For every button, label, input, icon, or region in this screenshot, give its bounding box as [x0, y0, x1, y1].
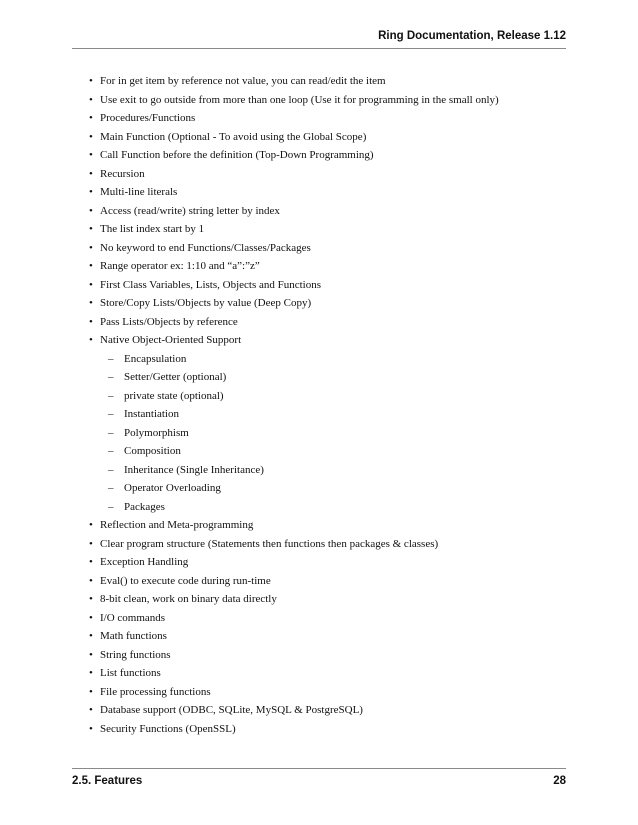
sub-list-item — [88, 387, 568, 406]
bullet-marker: • — [89, 75, 93, 87]
list-item-text: Instantiation — [124, 408, 179, 420]
bullet-marker: • — [89, 667, 93, 679]
list-item — [88, 109, 568, 128]
bullet-marker: • — [89, 260, 93, 272]
list-item — [88, 165, 568, 184]
list-item-text: Access (read/write) string letter by index — [100, 204, 280, 217]
bullet-marker: • — [89, 297, 93, 309]
bullet-marker: • — [89, 204, 93, 217]
list-item-text: No keyword to end Functions/Classes/Packages — [100, 241, 311, 254]
list-item — [88, 720, 568, 739]
dash-marker: – — [108, 408, 114, 420]
list-item — [88, 72, 568, 91]
bullet-marker: • — [89, 630, 93, 642]
list-item — [88, 294, 568, 313]
bullet-marker: • — [89, 334, 93, 346]
feature-list — [88, 72, 568, 738]
list-item-text: Setter/Getter (optional) — [124, 371, 227, 383]
bullet-marker: • — [89, 648, 93, 661]
list-item — [88, 91, 568, 110]
list-item-text: Recursion — [100, 167, 145, 180]
header-title: Ring Documentation, Release 1.12 — [378, 30, 566, 42]
bullet-marker: • — [89, 130, 93, 143]
list-item — [88, 276, 568, 295]
bullet-marker: • — [89, 704, 93, 716]
bullet-marker: • — [89, 556, 93, 568]
list-item-text: Inheritance (Single Inheritance) — [124, 463, 264, 476]
list-item — [88, 609, 568, 628]
bullet-marker: • — [89, 186, 93, 198]
footer-section-title: 2.5. Features — [72, 775, 143, 787]
bullet-marker: • — [89, 167, 93, 180]
list-item-text: Database support (ODBC, SQLite, MySQL & PostgreSQL) — [100, 704, 363, 716]
list-item-text: Native Object-Oriented Support — [100, 334, 242, 346]
list-item-text: Math functions — [100, 630, 167, 642]
bullet-marker: • — [89, 537, 93, 550]
page-number: 28 — [553, 775, 566, 787]
list-item-text: Multi-line literals — [100, 186, 178, 198]
list-item — [88, 331, 568, 350]
list-item — [88, 516, 568, 535]
bullet-marker: • — [89, 241, 93, 254]
list-item-text: Security Functions (OpenSSL) — [100, 722, 236, 735]
sub-list-item — [88, 368, 568, 387]
bullet-marker: • — [89, 519, 93, 531]
bullet-marker: • — [89, 685, 93, 698]
sub-list-item — [88, 461, 568, 480]
dash-marker: – — [108, 482, 114, 494]
sub-list-item — [88, 424, 568, 443]
list-item-text: private state (optional) — [124, 389, 224, 402]
dash-marker: – — [108, 371, 114, 383]
list-item-text: I/O commands — [100, 611, 166, 624]
list-item — [88, 535, 568, 554]
list-item-text: Pass Lists/Objects by reference — [100, 315, 238, 328]
list-item — [88, 202, 568, 221]
bullet-marker: • — [89, 149, 93, 161]
list-item — [88, 183, 568, 202]
list-item-text: String functions — [100, 648, 171, 661]
list-item — [88, 664, 568, 683]
list-item — [88, 553, 568, 572]
list-item-text: Use exit to go outside from more than one loop (Use it for programming in the small only) — [100, 93, 499, 106]
dash-marker: – — [108, 389, 114, 402]
dash-marker: – — [108, 352, 114, 365]
list-item — [88, 239, 568, 258]
sub-list-item — [88, 350, 568, 369]
list-item-text: File processing functions — [100, 685, 211, 698]
sub-list-item — [88, 479, 568, 498]
list-item-text: Reflection and Meta-programming — [100, 519, 254, 531]
list-item-text: Store/Copy Lists/Objects by value (Deep Copy) — [100, 297, 312, 309]
dash-marker: – — [108, 500, 114, 513]
dash-marker: – — [108, 445, 114, 457]
list-item-text: List functions — [100, 667, 161, 679]
list-item — [88, 701, 568, 720]
list-item-text: Call Function before the definition (Top-Down Programming) — [100, 149, 374, 161]
bullet-marker: • — [89, 593, 93, 605]
list-item — [88, 128, 568, 147]
list-item — [88, 683, 568, 702]
list-item — [88, 590, 568, 609]
list-item — [88, 220, 568, 239]
sub-list-item — [88, 405, 568, 424]
list-item-text: For in get item by reference not value, you can read/edit the item — [100, 75, 386, 87]
list-item-text: Clear program structure (Statements then functions then packages & classes) — [100, 537, 439, 550]
list-item-text: Polymorphism — [124, 426, 189, 439]
dash-marker: – — [108, 463, 114, 476]
bullet-marker: • — [89, 611, 93, 624]
list-item-text: Encapsulation — [124, 352, 187, 365]
page-footer — [72, 768, 566, 789]
bullet-marker: • — [89, 112, 93, 124]
bullet-marker: • — [89, 223, 93, 235]
list-item-text: Packages — [124, 500, 165, 513]
bullet-marker: • — [89, 93, 93, 106]
list-item — [88, 627, 568, 646]
list-item-text: Main Function (Optional - To avoid using the Global Scope) — [100, 130, 367, 143]
list-item-text: Operator Overloading — [124, 482, 221, 494]
bullet-marker: • — [89, 574, 93, 587]
list-item-text: Exception Handling — [100, 556, 189, 568]
list-item-text: 8-bit clean, work on binary data directly — [100, 593, 277, 605]
list-item-text: Eval() to execute code during run-time — [100, 574, 271, 587]
list-item — [88, 146, 568, 165]
list-item-text: First Class Variables, Lists, Objects and Functions — [100, 278, 322, 291]
dash-marker: – — [108, 426, 114, 439]
bullet-marker: • — [89, 278, 93, 291]
list-item — [88, 646, 568, 665]
page-header — [72, 30, 566, 49]
list-item — [88, 257, 568, 276]
sub-list-item — [88, 498, 568, 517]
list-item — [88, 313, 568, 332]
list-item-text: The list index start by 1 — [100, 223, 205, 235]
bullet-marker: • — [89, 315, 93, 328]
list-item — [88, 572, 568, 591]
list-item-text: Range operator ex: 1:10 and “a”:”z” — [100, 260, 260, 272]
list-item-text: Procedures/Functions — [100, 112, 196, 124]
list-item-text: Composition — [124, 445, 181, 457]
sub-list-item — [88, 442, 568, 461]
bullet-marker: • — [89, 722, 93, 735]
